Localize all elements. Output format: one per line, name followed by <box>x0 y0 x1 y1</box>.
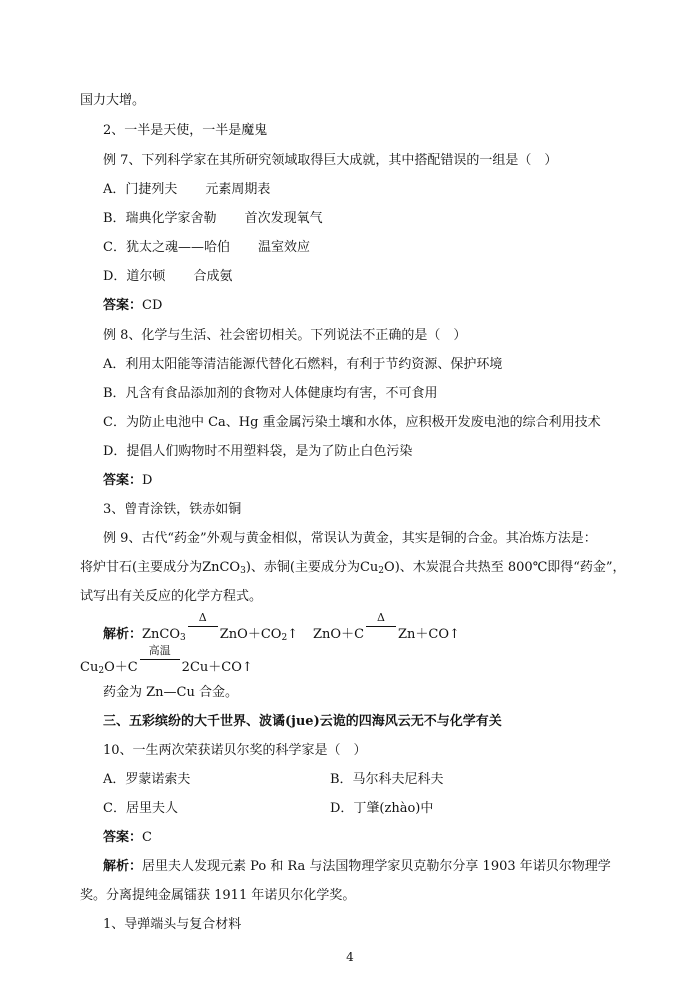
reaction-arrow <box>188 611 218 638</box>
analysis-text: 居里夫人发现元素 Po 和 Ra 与法国物理学家贝克勒尔分享 1903 年诺贝尔物理学 <box>142 859 611 874</box>
section-heading: 2、一半是天使，一半是魔鬼 <box>103 123 268 138</box>
formula: ZnO＋CO <box>219 627 282 642</box>
page-number: 4 <box>346 950 354 964</box>
text-line <box>80 559 626 577</box>
formula: ZnO＋C <box>313 627 365 642</box>
question-10: 10、一生两次荣获诺贝尔奖的科学家是（ ） <box>103 743 367 758</box>
answer-label: 答案： <box>103 830 143 845</box>
equation <box>313 611 460 644</box>
option-text: 首次发现氧气 <box>244 211 323 226</box>
answer-label: 答案： <box>103 473 143 488</box>
option-text: 温室效应 <box>257 240 310 255</box>
section-heading: 3、曾青涂铁，铁赤如铜 <box>103 502 242 517</box>
equation <box>80 644 253 677</box>
option-c: C．为防止电池中 Ca、Hg 重金属污染土壤和水体，应积极开发废电池的综合利用技术 <box>103 415 601 430</box>
formula: 2Cu＋CO↑ <box>181 660 253 675</box>
text-line: 药金为 Zn—Cu 合金。 <box>103 685 238 700</box>
option-label: D．道尔顿 <box>103 269 166 284</box>
formula: Cu <box>80 660 99 675</box>
answer-line <box>103 472 152 490</box>
equation-line <box>103 611 299 644</box>
option-d: D．提倡人们购物时不用塑料袋，是为了防止白色污染 <box>103 444 413 459</box>
formula: Zn＋CO↑ <box>398 627 460 642</box>
option-a: A．罗蒙诺索夫 <box>103 772 191 787</box>
answer-line <box>103 829 152 847</box>
text-segment: )、赤铜(主要成分为Cu <box>245 560 379 575</box>
condition-label: 高温 <box>148 644 171 657</box>
formula: ZnCO <box>142 627 181 642</box>
option-b: B．马尔科夫尼科夫 <box>330 772 444 787</box>
option-a <box>103 181 270 199</box>
question-9: 例 9、古代“药金”外观与黄金相似，常误认为黄金，其实是铜的合金。其冶炼方法是： <box>103 531 597 546</box>
text-line: 国力大增。 <box>80 93 146 108</box>
text-line: 奖。分离提纯金属镭获 1911 年诺贝尔化学奖。 <box>80 888 356 903</box>
heat-symbol: Δ <box>377 611 385 624</box>
option-b <box>103 210 323 228</box>
reaction-arrow <box>366 611 396 638</box>
option-label: B．瑞典化学家舍勒 <box>103 211 217 226</box>
answer-value: CD <box>142 298 163 313</box>
analysis-label: 解析： <box>103 627 143 642</box>
question-8: 例 8、化学与生活、社会密切相关。下列说法不正确的是（ ） <box>103 328 467 343</box>
option-text: 合成氨 <box>193 269 233 284</box>
analysis-line <box>103 858 611 876</box>
option-d: D．丁肇(zhào)中 <box>330 801 434 816</box>
option-c: C．居里夫人 <box>103 801 178 816</box>
answer-label: 答案： <box>103 298 143 313</box>
option-d <box>103 268 232 286</box>
heat-symbol: Δ <box>198 611 207 624</box>
text-segment: 将炉甘石(主要成分为ZnCO <box>80 560 241 575</box>
question-7: 例 7、下列科学家在其所研究领域取得巨大成就，其中搭配错误的一组是（ ） <box>103 153 558 168</box>
analysis-label: 解析： <box>103 859 143 874</box>
option-text: 元素周期表 <box>205 182 271 197</box>
subscript: 2 <box>98 666 105 676</box>
option-c <box>103 239 310 257</box>
option-label: C．犹太之魂——哈伯 <box>103 240 230 255</box>
option-a: A．利用太阳能等清洁能源代替化石燃料，有利于节约资源、保护环境 <box>103 357 503 372</box>
subscript: 3 <box>180 633 186 643</box>
answer-line <box>103 297 162 315</box>
option-label: A．门捷列夫 <box>103 182 178 197</box>
answer-value: D <box>142 473 153 488</box>
gas-arrow: ↑ <box>287 627 299 642</box>
section-heading: 三、五彩缤纷的大千世界、波谲(jue)云诡的四海风云无不与化学有关 <box>103 714 502 729</box>
text-segment: O)、木炭混合共热至 800℃即得“药金”， <box>384 560 626 575</box>
subscript: 3 <box>240 566 246 576</box>
subscript: 2 <box>281 633 288 643</box>
reaction-arrow <box>140 644 180 671</box>
answer-value: C <box>142 830 152 845</box>
option-b: B．凡含有食品添加剂的食物对人体健康均有害，不可食用 <box>103 386 438 401</box>
section-heading: 1、导弹端头与复合材料 <box>103 917 242 932</box>
formula: O＋C <box>104 660 138 675</box>
subscript: 2 <box>378 566 385 576</box>
text-line: 试写出有关反应的化学方程式。 <box>80 589 263 604</box>
